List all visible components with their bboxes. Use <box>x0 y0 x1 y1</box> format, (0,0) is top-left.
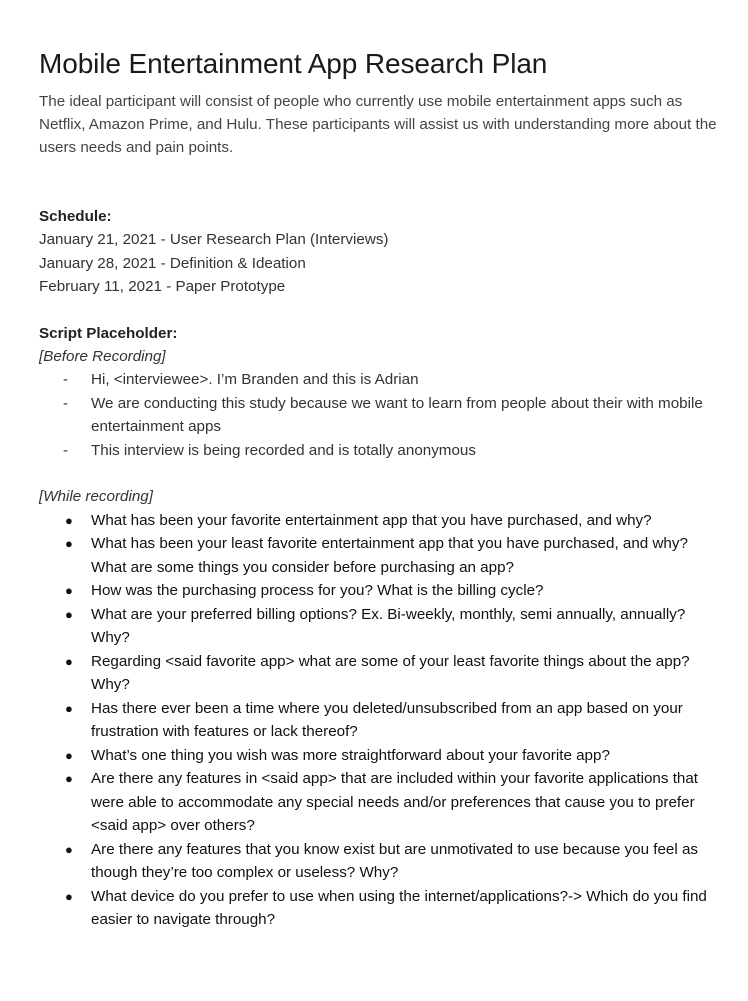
dash-marker: - <box>63 371 69 388</box>
list-item-text: We are conducting this study because we want to learn from people about their with mobile entertainment apps <box>91 394 703 435</box>
before-recording-label: [Before Recording] <box>39 347 166 365</box>
schedule-heading: Schedule: <box>39 208 112 225</box>
dash-marker: - <box>63 394 69 412</box>
bullet-marker: ● <box>65 653 73 669</box>
bullet-marker: ● <box>65 841 73 857</box>
list-item-text: What has been your least favorite entertainment app that you have purchased, and why? <box>91 535 688 552</box>
intro-paragraph: The ideal participant will consist of people who currently use mobile entertainment apps such as Netflix, Amazon Prime, and Hulu. These participants will assist us with understanding more about the users needs and pain points. <box>39 93 717 156</box>
list-item-text: Hi, <interviewee>. I’m Branden and this is Adrian <box>91 371 419 388</box>
list-item-text: What are your preferred billing options? Ex. Bi-weekly, monthly, semi annually, annually? Why? <box>91 605 686 646</box>
list-item-text: Regarding <said favorite app> what are some of your least favorite things about the app? Why? <box>91 652 690 693</box>
list-item <box>39 767 711 838</box>
list-item <box>39 744 711 768</box>
list-item <box>39 509 711 533</box>
list-item <box>39 532 711 579</box>
list-item-text: Are there any features that you know exist but are unmotivated to use because you feel as though they’re too complex or useless? Why? <box>91 840 699 881</box>
list-item <box>39 439 711 463</box>
bullet-marker: ● <box>65 888 73 904</box>
spacer <box>39 299 728 322</box>
script-section <box>39 322 728 932</box>
before-recording-list <box>39 368 728 462</box>
spacer <box>39 462 728 485</box>
while-recording-label: [While recording] <box>39 488 153 505</box>
list-item-text: What has been your favorite entertainment app that you have purchased, and why? <box>91 511 652 529</box>
list-item <box>39 392 711 439</box>
list-item-continuation: What are some things you consider before purchasing an app? <box>91 558 514 576</box>
list-item <box>39 697 711 744</box>
schedule-item: January 21, 2021 - User Research Plan (Interviews) <box>39 231 389 248</box>
dash-marker: - <box>63 441 69 459</box>
list-item <box>39 579 711 603</box>
bullet-marker: ● <box>65 606 73 622</box>
spacer <box>39 159 728 205</box>
list-item-text: Has there ever been a time where you deleted/unsubscribed from an app based on your frustration with features or lack thereof? <box>91 699 683 740</box>
list-item-text: What’s one thing you wish was more straightforward about your favorite app? <box>91 746 610 764</box>
script-heading: Script Placeholder: <box>39 324 178 342</box>
bullet-marker: ● <box>65 771 73 786</box>
schedule-item: February 11, 2021 - Paper Prototype <box>39 278 286 295</box>
list-item-text: This interview is being recorded and is totally anonymous <box>91 441 476 459</box>
bullet-marker: ● <box>65 512 73 528</box>
list-item <box>39 368 711 392</box>
while-recording-list <box>39 509 728 932</box>
list-item <box>39 838 711 885</box>
bullet-marker: ● <box>65 536 73 551</box>
schedule-section <box>39 205 728 299</box>
bullet-marker: ● <box>65 700 73 716</box>
schedule-item: January 28, 2021 - Definition & Ideation <box>39 254 306 272</box>
list-item <box>39 603 711 650</box>
list-item <box>39 885 711 932</box>
list-item-text: What device do you prefer to use when using the internet/applications?-> Which do you find easier to navigate through? <box>91 887 707 928</box>
list-item-text: How was the purchasing process for you? What is the billing cycle? <box>91 582 544 599</box>
list-item-text: Are there any features in <said app> that are included within your favorite applications that were able to accommodate any special needs and/or preferences that cause you to prefer <said app> over others? <box>91 770 699 834</box>
bullet-marker: ● <box>65 747 73 763</box>
list-item <box>39 650 711 697</box>
bullet-marker: ● <box>65 583 73 598</box>
page-title: Mobile Entertainment App Research Plan <box>39 48 548 79</box>
